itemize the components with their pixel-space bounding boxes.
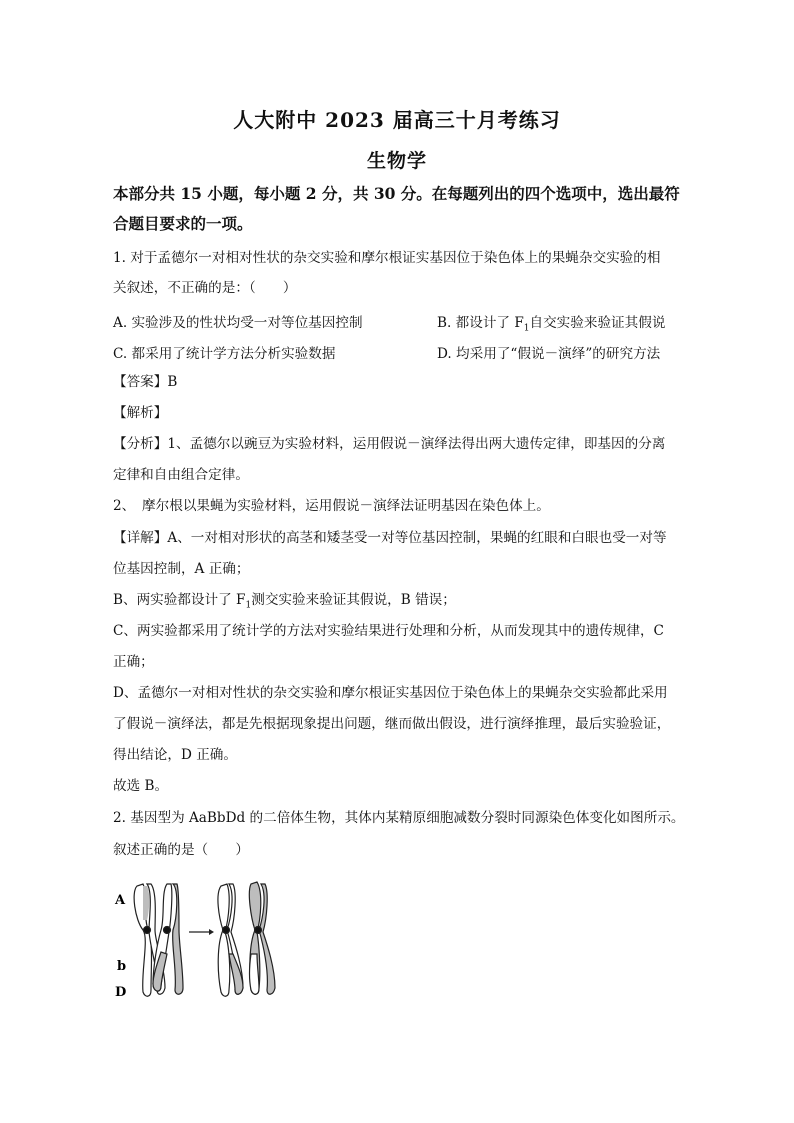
q1-detail-line-8: 得出结论，D 正确。 (113, 747, 237, 763)
q1-answer: 【答案】B (113, 374, 178, 390)
q1-option-b: B. 都设计了 $F_1$自交实验来验证其假说 (437, 315, 666, 334)
q1-analysis-tag: 【解析】 (113, 405, 168, 421)
q1-stem-line-2: 关叙述，不正确的是：（ ） (113, 280, 297, 296)
q1-detail-line-1: 【详解】A、一对相对形状的高茎和矮茎受一对等位基因控制，果蝇的红眼和白眼也受一对等 (113, 530, 667, 546)
chromosome-pair-before (134, 884, 183, 996)
subject-title: 生物学 (366, 150, 427, 172)
q1-detail-line-3: B、两实验都设计了 $F_1$测交实验来验证其假说，B 错误； (113, 592, 456, 611)
label-D: D (115, 985, 127, 1000)
chromosome-pair-after (218, 882, 275, 996)
q1-detail-line-4: C、两实验都采用了统计学的方法对实验结果进行处理和分析，从而发现其中的遗传规律，C (113, 623, 664, 639)
q1-detail-line-5: 正确； (113, 654, 154, 670)
q1-analysis-line-1: 【分析】1、孟德尔以豌豆为实验材料，运用假说－演绎法得出两大遗传定律，即基因的分离 (113, 436, 666, 452)
label-A: A (115, 893, 126, 908)
q1-stem-line-1: 1. 对于孟德尔一对相对性状的杂交实验和摩尔根证实基因位于染色体上的果蝇杂交实验的相 (113, 250, 661, 266)
label-b: b (117, 959, 127, 974)
q1-option-d: D. 均采用了“假说－演绎”的研究方法 (437, 346, 661, 362)
arrow-icon (189, 929, 214, 935)
instructions-line-2: 合题目要求的一项。 (113, 214, 253, 233)
instructions-line-1: 本部分共 15 小题，每小题 2 分，共 30 分。在每题列出的四个选项中，选出最符 (113, 184, 680, 203)
q1-detail-line-2: 位基因控制，A 正确； (113, 561, 250, 577)
q1-option-a: A. 实验涉及的性状均受一对等位基因控制 (113, 315, 363, 331)
q1-analysis-line-2: 定律和自由组合定律。 (113, 467, 249, 483)
q1-detail-line-9: 故选 B。 (113, 778, 169, 794)
q1-option-c: C. 都采用了统计学方法分析实验数据 (113, 346, 336, 362)
q2-stem-line-2: 叙述正确的是（ ） (113, 842, 249, 858)
q2-stem-line-1: 2. 基因型为 AaBbDd 的二倍体生物，其体内某精原细胞减数分裂时同源染色体变化如图所示。 (113, 810, 685, 826)
q1-analysis-line-3: 2、 摩尔根以果蝇为实验材料，运用假说－演绎法证明基因在染色体上。 (113, 498, 550, 514)
chromosome-figure (113, 872, 283, 1002)
q1-detail-line-7: 了假说－演绎法，都是先根据现象提出问题，继而做出假设，进行演绎推理，最后实验验证， (113, 716, 671, 732)
q1-detail-line-6: D、孟德尔一对相对性状的杂交实验和摩尔根证实基因位于染色体上的果蝇杂交实验都此采用 (113, 685, 668, 701)
exam-title: 人大附中 2023 届高三十月考练习 (233, 108, 561, 132)
